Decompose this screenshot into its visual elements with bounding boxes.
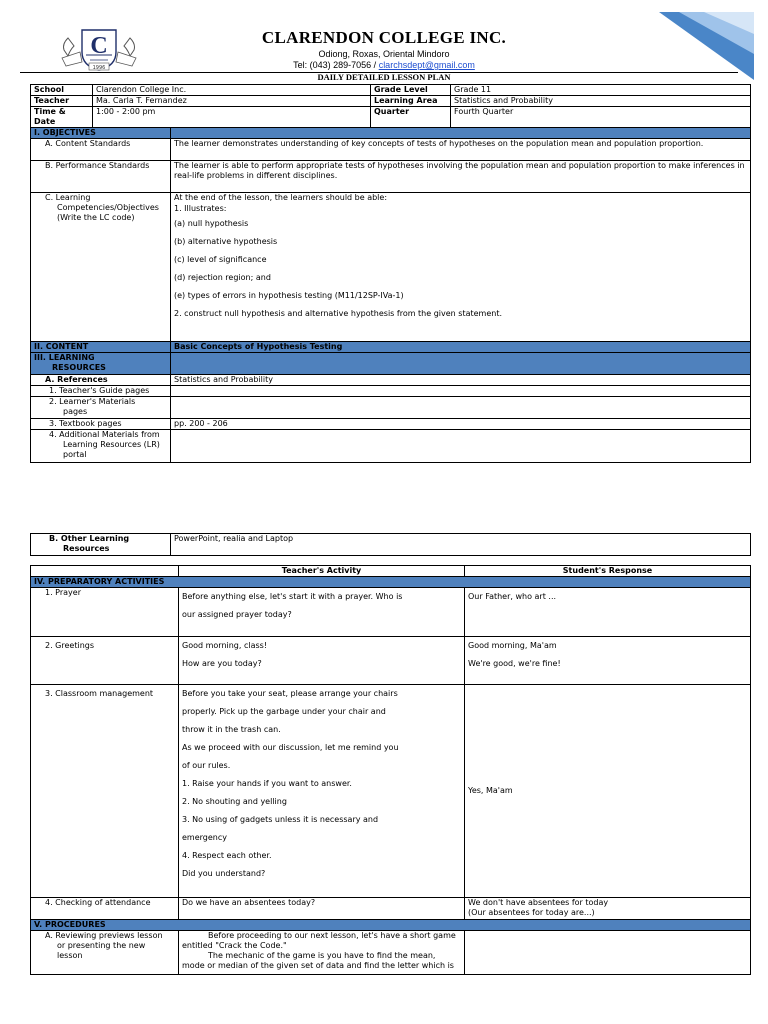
greetings-label-text: 2. Greetings: [45, 641, 95, 650]
other-resources-table: [30, 533, 751, 556]
time-value: 1:00 - 2:00 pm: [93, 107, 371, 128]
teacher-line: Did you understand?: [182, 869, 266, 878]
college-address: Odiong, Roxas, Oriental Mindoro: [318, 49, 450, 59]
attendance-student: [465, 898, 751, 920]
teacher-line: Good morning, class!: [182, 641, 268, 650]
teacher-value: Ma. Carla T. Fernandez: [93, 96, 371, 107]
performance-standards-label: B. Performance Standards: [31, 161, 171, 193]
content-standards-label: A. Content Standards: [31, 139, 171, 161]
telephone-text: Tel: (043) 289-7056 /: [293, 60, 379, 70]
additional-materials-label: [31, 430, 171, 463]
competencies-text: [171, 193, 751, 342]
competencies-intro: At the end of the lesson, the learners should be able:: [174, 193, 388, 202]
student-line: Good morning, Ma'am: [468, 641, 557, 650]
learners-materials-label-line: pages: [63, 407, 88, 416]
greetings-student: [465, 637, 751, 685]
objectives-table: [30, 127, 751, 463]
student-line: We're good, we're fine!: [468, 659, 561, 668]
other-resources-value: PowerPoint, realia and Laptop: [171, 534, 751, 556]
competencies-label: [31, 193, 171, 342]
grade-label: Grade Level: [371, 85, 451, 96]
competencies-label-line: Competencies/Objectives: [57, 203, 159, 212]
classroom-management-student: Yes, Ma'am: [465, 685, 751, 898]
prayer-student: [465, 588, 751, 637]
time-label: Time & Date: [31, 107, 93, 128]
learning-resources-heading-line: III. LEARNING: [34, 353, 95, 362]
competency-item: (d) rejection region; and: [174, 273, 271, 282]
student-line: We don't have absentees for today: [468, 898, 609, 907]
reviewing-lesson-label: [31, 931, 179, 975]
procedures-heading: V. PROCEDURES: [31, 920, 751, 931]
prayer-label: 1. Prayer: [31, 588, 179, 637]
preparatory-activities-heading: IV. PREPARATORY ACTIVITIES: [31, 577, 751, 588]
logo-year: 1996: [92, 65, 106, 71]
teacher-line: How are you today?: [182, 659, 262, 668]
letterhead: [0, 0, 768, 82]
attendance-label: 4. Checking of attendance: [31, 898, 179, 920]
greetings-teacher: [179, 637, 465, 685]
greetings-label: [31, 637, 179, 685]
teacher-line: entitled "Crack the Code.": [182, 941, 287, 950]
quarter-label: Quarter: [371, 107, 451, 128]
quarter-value: Fourth Quarter: [451, 107, 751, 128]
teacher-label: Teacher: [31, 96, 93, 107]
objectives-heading: I. OBJECTIVES: [31, 128, 171, 139]
additional-materials-label-line: Learning Resources (LR): [63, 440, 160, 449]
activities-header-blank: [31, 566, 179, 577]
school-value: Clarendon College Inc.: [93, 85, 371, 96]
competency-item: 1. Illustrates:: [174, 204, 227, 213]
additional-materials-label-line: 4. Additional Materials from: [49, 430, 160, 439]
student-line: Our Father, who art ...: [468, 592, 557, 601]
teacher-line: 2. No shouting and yelling: [182, 797, 287, 806]
teacher-line: 3. No using of gadgets unless it is necessary and: [182, 815, 379, 824]
student-line: (Our absentees for today are...): [468, 908, 595, 917]
teacher-line: The mechanic of the game is you have to find the mean,: [208, 951, 436, 960]
activities-table: [30, 565, 751, 975]
classroom-management-label-text: 3. Classroom management: [45, 689, 154, 698]
teacher-line: our assigned prayer today?: [182, 610, 292, 619]
grade-value: Grade 11: [451, 85, 751, 96]
competency-item: (e) types of errors in hypothesis testing (M11/12SP-IVa-1): [174, 291, 404, 300]
classroom-management-label: [31, 685, 179, 898]
reviewing-lesson-label-line: lesson: [57, 951, 83, 960]
learning-resources-heading-line: RESOURCES: [52, 363, 106, 372]
content-value: Basic Concepts of Hypothesis Testing: [171, 342, 751, 353]
competency-item: (a) null hypothesis: [174, 219, 249, 228]
learners-materials-value: [171, 397, 751, 419]
teacher-line: emergency: [182, 833, 227, 842]
other-resources-label-line: B. Other Learning: [49, 534, 130, 543]
other-resources-label-line: Resources: [63, 544, 110, 553]
learners-materials-label-line: 2. Learner's Materials: [49, 397, 136, 406]
college-contact: [0, 60, 768, 70]
performance-standards-text: The learner is able to perform appropriate tests of hypotheses involving the population mean and population proportion to make inferences in real-life problems in different disciplines.: [171, 161, 751, 193]
reviewing-lesson-teacher: [179, 931, 465, 975]
classroom-management-teacher: [179, 685, 465, 898]
reviewing-lesson-label-line: A. Reviewing previews lesson: [45, 931, 163, 940]
additional-materials-label-line: portal: [63, 450, 87, 459]
learning-resources-fill: [171, 353, 751, 375]
references-value: Statistics and Probability: [171, 375, 751, 386]
content-heading: II. CONTENT: [31, 342, 171, 353]
teacher-line: Before you take your seat, please arrange your chairs: [182, 689, 398, 698]
content-standards-text: The learner demonstrates understanding of key concepts of tests of hypotheses on the population mean and population proportion.: [171, 139, 751, 161]
reviewing-lesson-label-line: or presenting the new: [57, 941, 146, 950]
teacher-line: properly. Pick up the garbage under your chair and: [182, 707, 386, 716]
competency-item: (c) level of significance: [174, 255, 267, 264]
textbook-value: pp. 200 - 206: [171, 419, 751, 430]
teacher-line: 1. Raise your hands if you want to answer.: [182, 779, 352, 788]
college-name: CLARENDON COLLEGE INC.: [261, 28, 507, 47]
additional-materials-value: [171, 430, 751, 463]
teacher-line: As we proceed with our discussion, let me remind you: [182, 743, 399, 752]
teacher-activity-header: Teacher's Activity: [179, 566, 465, 577]
textbook-label: 3. Textbook pages: [31, 419, 171, 430]
area-value: Statistics and Probability: [451, 96, 751, 107]
competencies-label-line: C. Learning: [45, 193, 91, 202]
school-label: School: [31, 85, 93, 96]
teacher-line: mode or median of the given set of data and find the letter which is: [182, 961, 454, 970]
attendance-teacher: Do we have an absentees today?: [179, 898, 465, 920]
teacher-line: 4. Respect each other.: [182, 851, 272, 860]
reviewing-lesson-student: [465, 931, 751, 975]
learners-materials-label: [31, 397, 171, 419]
area-label: Learning Area: [371, 96, 451, 107]
teacher-line: Before proceeding to our next lesson, let's have a short game: [208, 931, 456, 940]
learning-resources-heading: [31, 353, 171, 375]
competencies-label-line: (Write the LC code): [57, 213, 135, 222]
prayer-teacher: [179, 588, 465, 637]
teachers-guide-label: 1. Teacher's Guide pages: [31, 386, 171, 397]
references-label: A. References: [31, 375, 171, 386]
document-title: DAILY DETAILED LESSON PLAN: [317, 72, 451, 82]
teacher-line: of our rules.: [182, 761, 231, 770]
teachers-guide-value: [171, 386, 751, 397]
teacher-line: throw it in the trash can.: [182, 725, 281, 734]
objectives-heading-fill: [171, 128, 751, 139]
student-response-header: Student's Response: [465, 566, 751, 577]
svg-text:C: C: [90, 33, 108, 59]
email-link[interactable]: clarchsdept@gmail.com: [378, 60, 475, 70]
competency-item: 2. construct null hypothesis and alternative hypothesis from the given statement.: [174, 309, 503, 318]
other-resources-label: [31, 534, 171, 556]
teacher-line: Before anything else, let's start it with a prayer. Who is: [182, 592, 403, 601]
info-table: [30, 84, 751, 128]
competency-item: (b) alternative hypothesis: [174, 237, 278, 246]
